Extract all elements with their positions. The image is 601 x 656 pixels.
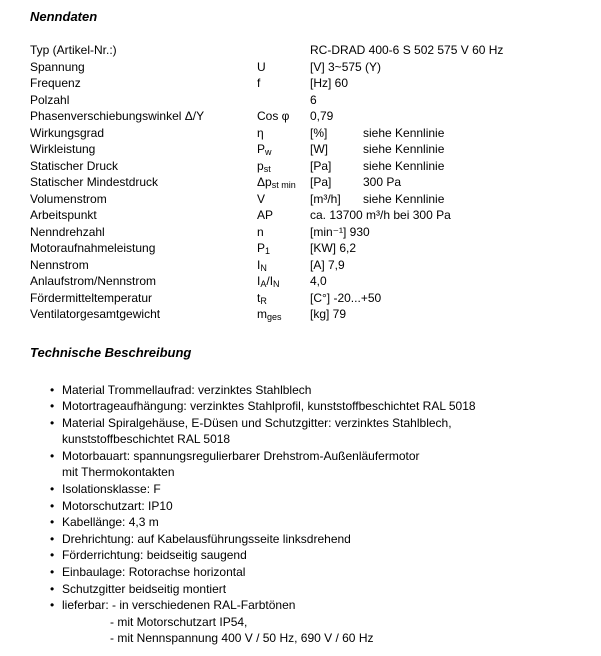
spec-symbol-subscript: N	[260, 262, 267, 273]
spec-symbol-main: U	[257, 59, 266, 74]
spec-value-text: 6	[310, 92, 317, 107]
spec-label: Statischer Druck	[30, 158, 119, 173]
list-item-text: Motorbauart: spannungsregulierbarer Drehstrom-Außenläufermotor	[62, 448, 420, 463]
spec-symbol-main: I	[257, 257, 261, 272]
spec-symbol	[257, 191, 310, 208]
spec-symbol-subscript: ges	[267, 312, 282, 322]
list-item-text: Material Spiralgehäuse, E-Düsen und Schutzgitter: verzinktes Stahlblech,	[62, 415, 452, 430]
spec-row	[30, 158, 581, 175]
spec-symbol-main: /I	[266, 274, 274, 288]
list-item	[50, 531, 581, 548]
spec-unit: [W]	[310, 142, 328, 156]
spec-symbol	[257, 257, 310, 274]
spec-symbol-subscript: w	[265, 147, 272, 157]
spec-value-text: [kg] 79	[310, 307, 347, 321]
spec-label: Statischer Mindestdruck	[30, 175, 159, 189]
spec-symbol	[257, 75, 310, 92]
spec-symbol	[257, 92, 310, 109]
spec-symbol	[257, 108, 310, 125]
spec-label: Wirkleistung	[30, 142, 96, 156]
spec-value	[310, 92, 581, 109]
spec-value-text: [min⁻¹] 930	[310, 224, 370, 239]
spec-row	[30, 273, 581, 290]
spec-value	[310, 108, 581, 125]
list-item-text: Schutzgitter beidseitig montiert	[62, 581, 227, 596]
spec-unit: [m³/h]	[310, 191, 341, 206]
spec-symbol-main: P	[257, 142, 266, 156]
spec-value-text: [A] 7,9	[310, 257, 345, 272]
spec-value-text: siehe Kennlinie	[363, 125, 445, 140]
list-item-text: Förderrichtung: beidseitig saugend	[62, 548, 247, 563]
spec-symbol	[257, 125, 310, 142]
list-item	[50, 630, 581, 647]
spec-row	[30, 240, 581, 257]
spec-label: Spannung	[30, 59, 85, 74]
bullet-icon: •	[50, 399, 55, 414]
list-item-text: - mit Nennspannung 400 V / 50 Hz, 690 V / 60 Hz	[110, 631, 374, 646]
bullet-icon: •	[50, 531, 55, 546]
spec-value	[310, 207, 581, 224]
spec-symbol	[257, 59, 310, 76]
spec-row	[30, 59, 581, 76]
list-item	[50, 448, 581, 465]
spec-symbol	[257, 207, 310, 224]
description-list	[50, 382, 581, 648]
spec-symbol-main: p	[257, 158, 264, 173]
spec-row	[30, 290, 581, 307]
spec-symbol	[257, 141, 310, 158]
bullet-icon: •	[50, 598, 55, 613]
spec-row	[30, 125, 581, 142]
spec-symbol	[257, 240, 310, 257]
spec-value	[310, 174, 581, 191]
list-item-text: Material Trommellaufrad: verzinktes Stahlblech	[62, 382, 312, 397]
section-title-technische-beschreibung: Technische Beschreibung	[30, 344, 192, 360]
spec-symbol-main: m	[257, 307, 267, 321]
spec-label: Frequenz	[30, 76, 81, 90]
spec-symbol-main: t	[257, 290, 261, 305]
spec-symbol	[257, 306, 310, 323]
list-item	[50, 464, 581, 481]
spec-unit: [Pa]	[310, 175, 332, 189]
list-item	[50, 498, 581, 515]
spec-row	[30, 174, 581, 191]
list-item	[50, 564, 581, 581]
spec-value-text: [Hz] 60	[310, 76, 349, 90]
spec-value	[310, 290, 581, 307]
spec-label: Ventilatorgesamtgewicht	[30, 307, 161, 321]
spec-value	[310, 306, 581, 323]
spec-value-text: 300 Pa	[363, 175, 402, 189]
spec-symbol-main: AP	[257, 208, 274, 222]
spec-label: Polzahl	[30, 92, 70, 107]
bullet-icon: •	[50, 482, 55, 497]
bullet-icon: •	[50, 382, 55, 397]
spec-value-text: siehe Kennlinie	[363, 158, 445, 173]
list-item-text: - mit Motorschutzart IP54,	[110, 614, 248, 629]
spec-symbol-subscript: N	[273, 279, 280, 289]
bullet-icon: •	[50, 498, 55, 513]
spec-symbol-main: Cos φ	[257, 109, 290, 123]
spec-label: Arbeitspunkt	[30, 208, 97, 222]
spec-symbol-main: η	[257, 125, 264, 140]
spec-label: Nennstrom	[30, 257, 89, 272]
spec-value	[310, 240, 581, 257]
spec-symbol-subscript: R	[260, 295, 267, 306]
list-item-text: Drehrichtung: auf Kabelausführungsseite linksdrehend	[62, 531, 351, 546]
list-item	[50, 398, 581, 415]
spec-value	[310, 141, 581, 158]
list-item-text: kunststoffbeschichtet RAL 5018	[62, 432, 231, 447]
spec-value-text: [V] 3~575 (Y)	[310, 59, 382, 74]
list-item-text: mit Thermokontakten	[62, 465, 175, 480]
spec-label: Wirkungsgrad	[30, 125, 105, 140]
list-item	[50, 547, 581, 564]
spec-value	[310, 273, 581, 290]
spec-unit: [%]	[310, 125, 328, 140]
spec-table	[30, 42, 581, 323]
spec-symbol	[257, 290, 310, 307]
spec-row	[30, 224, 581, 241]
spec-row	[30, 92, 581, 109]
spec-symbol-main: f	[257, 76, 261, 90]
spec-value-text: [C°] -20...+50	[310, 290, 382, 305]
spec-row	[30, 42, 581, 59]
spec-value	[310, 59, 581, 76]
bullet-icon: •	[50, 565, 55, 580]
list-item-text: Motorschutzart: IP10	[62, 498, 173, 513]
spec-value	[310, 125, 581, 142]
spec-symbol-main: n	[257, 224, 264, 239]
spec-label: Fördermitteltemperatur	[30, 290, 153, 305]
spec-value-text: siehe Kennlinie	[363, 142, 445, 156]
list-item	[50, 481, 581, 498]
spec-symbol-subscript: st min	[271, 180, 296, 190]
list-item	[50, 614, 581, 631]
list-item	[50, 581, 581, 598]
list-item-text: Isolationsklasse: F	[62, 482, 161, 497]
spec-value-text: siehe Kennlinie	[363, 191, 445, 206]
spec-row	[30, 257, 581, 274]
spec-symbol-subscript: st	[263, 163, 271, 174]
spec-row	[30, 141, 581, 158]
section-title-nenndaten: Nenndaten	[30, 9, 98, 24]
bullet-icon: •	[50, 581, 55, 596]
spec-value-text: 4,0	[310, 274, 327, 288]
spec-symbol-main: P	[257, 241, 266, 255]
list-item	[50, 382, 581, 399]
spec-row	[30, 306, 581, 323]
spec-symbol	[257, 273, 310, 290]
spec-label: Motoraufnahmeleistung	[30, 241, 156, 255]
spec-label: Typ (Artikel-Nr.:)	[30, 43, 117, 57]
spec-value-text: [KW] 6,2	[310, 241, 357, 255]
list-item	[50, 514, 581, 531]
spec-symbol-main: Δp	[257, 175, 272, 189]
spec-row	[30, 108, 581, 125]
spec-symbol	[257, 224, 310, 241]
spec-label: Phasenverschiebungswinkel Δ/Y	[30, 109, 205, 123]
spec-value	[310, 158, 581, 175]
spec-value-text: 0,79	[310, 109, 334, 123]
spec-unit: [Pa]	[310, 158, 332, 173]
spec-symbol-subscript: 1	[265, 246, 271, 256]
list-item	[50, 415, 581, 432]
spec-value-text: RC-DRAD 400-6 S 502 575 V 60 Hz	[310, 43, 504, 57]
spec-value	[310, 42, 581, 59]
spec-symbol	[257, 174, 310, 191]
list-item-text: Kabellänge: 4,3 m	[62, 515, 159, 530]
spec-row	[30, 207, 581, 224]
spec-value-text: ca. 13700 m³/h bei 300 Pa	[310, 208, 451, 222]
list-item-text: Einbaulage: Rotorachse horizontal	[62, 565, 246, 580]
spec-symbol-main: I	[257, 274, 261, 288]
list-item-text: Motortrageaufhängung: verzinktes Stahlprofil, kunststoffbeschichtet RAL 5018	[62, 399, 476, 414]
spec-label: Nenndrehzahl	[30, 224, 105, 239]
list-item	[50, 431, 581, 448]
spec-symbol-subscript: A	[260, 279, 267, 289]
spec-value	[310, 257, 581, 274]
bullet-icon: •	[50, 448, 55, 463]
spec-symbol	[257, 158, 310, 175]
spec-row	[30, 191, 581, 208]
list-item-text: lieferbar: - in verschiedenen RAL-Farbtönen	[62, 598, 296, 613]
spec-symbol-main: V	[257, 191, 266, 206]
list-item	[50, 597, 581, 614]
spec-row	[30, 75, 581, 92]
bullet-icon: •	[50, 415, 55, 430]
spec-value	[310, 224, 581, 241]
spec-label: Volumenstrom	[30, 191, 107, 206]
spec-value	[310, 75, 581, 92]
bullet-icon: •	[50, 515, 55, 530]
spec-symbol	[257, 42, 310, 59]
spec-value	[310, 191, 581, 208]
bullet-icon: •	[50, 548, 55, 563]
spec-label: Anlaufstrom/Nennstrom	[30, 274, 157, 288]
